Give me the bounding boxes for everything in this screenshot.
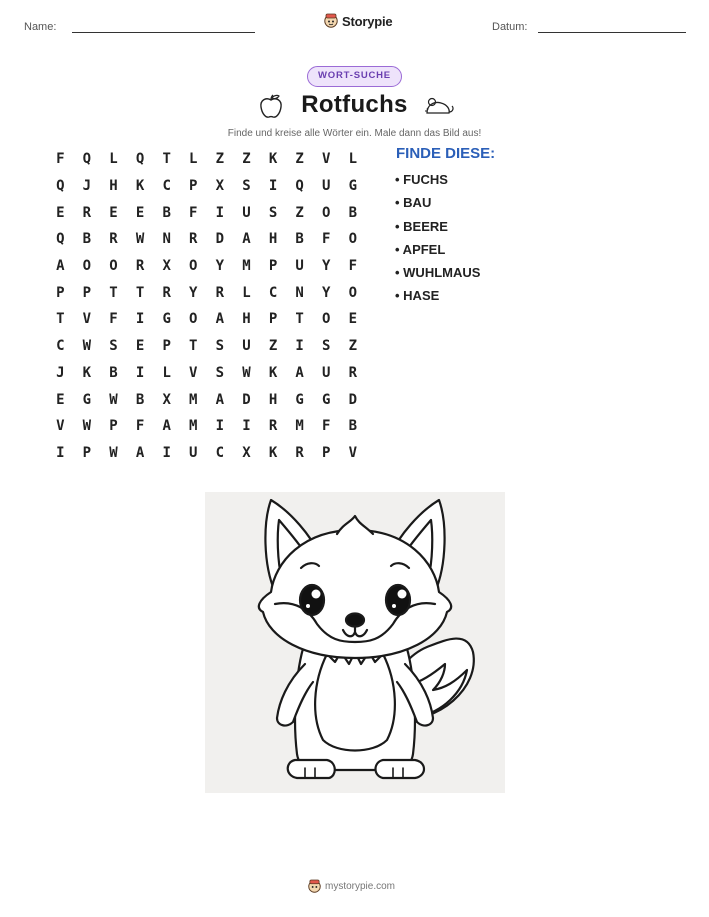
grid-cell[interactable]: S <box>268 204 278 221</box>
grid-cell[interactable]: P <box>322 444 331 461</box>
grid-cell[interactable]: P <box>162 338 171 355</box>
grid-cell[interactable]: U <box>242 204 251 221</box>
grid-cell[interactable]: R <box>348 364 358 381</box>
grid-cell[interactable]: O <box>109 258 118 275</box>
grid-cell[interactable]: P <box>82 444 92 461</box>
grid-cell[interactable]: W <box>109 391 118 408</box>
grid-cell[interactable]: E <box>348 311 358 328</box>
grid-cell[interactable]: M <box>242 258 251 275</box>
grid-cell[interactable]: U <box>295 258 304 275</box>
grid-cell[interactable]: Z <box>215 151 225 168</box>
grid-cell[interactable]: I <box>135 364 145 381</box>
grid-cell[interactable]: C <box>215 444 225 461</box>
grid-cell[interactable]: P <box>82 284 92 301</box>
grid-cell[interactable]: U <box>322 178 331 195</box>
grid-cell[interactable]: O <box>322 204 331 221</box>
grid-cell[interactable]: F <box>135 418 145 435</box>
grid-cell[interactable]: A <box>162 418 171 435</box>
grid-cell[interactable]: S <box>215 364 225 381</box>
grid-cell[interactable]: S <box>322 338 331 355</box>
grid-cell[interactable]: G <box>295 391 304 408</box>
page-title: Rotfuchs <box>301 91 408 118</box>
grid-cell[interactable]: P <box>109 418 118 435</box>
grid-cell[interactable]: F <box>109 311 118 328</box>
grid-cell[interactable]: B <box>109 364 118 381</box>
grid-cell[interactable]: R <box>135 258 145 275</box>
grid-cell[interactable]: I <box>135 311 145 328</box>
word-item: • WUHLMAUS <box>395 265 481 281</box>
grid-cell[interactable]: R <box>189 231 198 248</box>
grid-cell[interactable]: F <box>322 231 331 248</box>
word-search-grid[interactable] <box>47 146 366 466</box>
grid-cell[interactable]: Q <box>135 151 145 168</box>
grid-cell[interactable]: X <box>215 178 225 195</box>
grid-cell[interactable]: E <box>56 204 65 221</box>
storypie-mascot-icon <box>308 879 321 894</box>
grid-cell[interactable]: Y <box>215 258 225 275</box>
grid-cell[interactable]: H <box>242 311 251 328</box>
footer <box>308 879 395 894</box>
grid-cell[interactable]: U <box>242 338 251 355</box>
grid-cell[interactable]: H <box>109 178 118 195</box>
grid-cell[interactable]: A <box>215 311 225 328</box>
grid-cell[interactable]: I <box>56 444 65 461</box>
grid-cell[interactable]: S <box>215 338 225 355</box>
grid-cell[interactable]: K <box>268 151 278 168</box>
date-label: Datum: <box>492 21 528 33</box>
grid-cell[interactable]: V <box>322 151 331 168</box>
grid-cell[interactable]: L <box>109 151 118 168</box>
grid-cell[interactable]: Z <box>268 338 278 355</box>
grid-cell[interactable]: Y <box>189 284 198 301</box>
grid-cell[interactable]: Q <box>56 178 65 195</box>
grid-cell[interactable]: R <box>215 284 225 301</box>
grid-cell[interactable]: Z <box>295 204 304 221</box>
grid-cell[interactable]: B <box>295 231 304 248</box>
grid-cell[interactable]: V <box>56 418 65 435</box>
grid-cell[interactable]: G <box>162 311 171 328</box>
grid-cell[interactable]: B <box>82 231 92 248</box>
grid-cell[interactable]: N <box>162 231 171 248</box>
grid-cell[interactable]: K <box>135 178 145 195</box>
grid-cell[interactable]: M <box>295 418 304 435</box>
grid-cell[interactable]: D <box>215 231 225 248</box>
grid-cell[interactable]: U <box>189 444 198 461</box>
grid-cell[interactable]: T <box>56 311 65 328</box>
grid-cell[interactable]: H <box>268 391 278 408</box>
grid-cell[interactable]: B <box>162 204 171 221</box>
grid-cell[interactable]: L <box>189 151 198 168</box>
grid-cell[interactable]: Z <box>295 151 304 168</box>
word-item: • HASE <box>395 288 440 304</box>
grid-cell[interactable]: R <box>268 418 278 435</box>
grid-cell[interactable]: U <box>322 364 331 381</box>
grid-cell[interactable]: I <box>295 338 304 355</box>
brand-logo <box>324 13 392 29</box>
grid-cell[interactable]: C <box>162 178 171 195</box>
grid-cell[interactable]: E <box>135 204 145 221</box>
grid-cell[interactable]: M <box>189 391 198 408</box>
grid-cell[interactable]: I <box>268 178 278 195</box>
footer-url[interactable]: mystorypie.com <box>325 881 396 892</box>
grid-cell[interactable]: X <box>162 258 171 275</box>
grid-cell[interactable]: A <box>295 364 304 381</box>
grid-cell[interactable]: D <box>242 391 251 408</box>
grid-cell[interactable]: T <box>109 284 118 301</box>
grid-cell[interactable]: C <box>268 284 278 301</box>
grid-cell[interactable]: F <box>322 418 331 435</box>
grid-cell[interactable]: W <box>82 418 92 435</box>
grid-cell[interactable]: P <box>56 284 65 301</box>
grid-cell[interactable]: J <box>82 178 92 195</box>
grid-cell[interactable]: Q <box>82 151 92 168</box>
grid-cell[interactable]: G <box>82 391 92 408</box>
grid-cell[interactable]: K <box>82 364 92 381</box>
word-list-heading: FINDE DIESE: <box>396 145 496 162</box>
grid-cell[interactable]: V <box>189 364 198 381</box>
fox-drawing <box>205 492 505 793</box>
grid-cell[interactable]: P <box>268 258 278 275</box>
brand-name: Storypie <box>342 13 393 29</box>
grid-cell[interactable]: B <box>135 391 145 408</box>
grid-cell[interactable]: Y <box>322 258 331 275</box>
grid-cell[interactable]: V <box>348 444 358 461</box>
grid-cell[interactable]: O <box>322 311 331 328</box>
grid-cell[interactable]: I <box>215 418 225 435</box>
grid-cell[interactable]: J <box>56 364 65 381</box>
grid-cell[interactable]: Y <box>322 284 331 301</box>
grid-cell[interactable]: I <box>215 204 225 221</box>
storypie-mascot-icon <box>324 13 338 29</box>
word-item: • BAU <box>395 195 432 211</box>
name-label: Name: <box>24 21 57 33</box>
grid-cell[interactable]: X <box>162 391 171 408</box>
word-item: • FUCHS <box>395 172 448 187</box>
grid-cell[interactable]: W <box>135 231 145 248</box>
grid-cell[interactable]: R <box>162 284 171 301</box>
grid-cell[interactable]: T <box>135 284 145 301</box>
grid-cell[interactable]: W <box>109 444 118 461</box>
grid-cell[interactable]: Q <box>56 231 65 248</box>
name-line[interactable] <box>72 32 255 33</box>
word-item: • BEERE <box>395 218 448 234</box>
grid-cell[interactable]: E <box>56 391 65 408</box>
grid-cell[interactable]: L <box>242 284 251 301</box>
grid-cell[interactable]: O <box>189 311 198 328</box>
date-line[interactable] <box>538 32 686 33</box>
word-list <box>395 172 480 312</box>
wort-suche-badge: WORT-SUCHE <box>307 66 402 87</box>
grid-cell[interactable]: T <box>162 151 171 168</box>
grid-cell[interactable]: N <box>295 284 304 301</box>
grid-cell[interactable]: K <box>268 444 278 461</box>
grid-cell[interactable]: A <box>56 258 65 275</box>
grid-cell[interactable]: L <box>162 364 171 381</box>
grid-cell[interactable]: S <box>109 338 118 355</box>
grid-cell[interactable]: F <box>189 204 198 221</box>
grid-cell[interactable]: I <box>242 418 251 435</box>
word-item: • APFEL <box>395 241 446 257</box>
grid-cell[interactable]: P <box>268 311 278 328</box>
grid-cell[interactable]: S <box>242 178 251 195</box>
grid-cell[interactable]: R <box>82 204 92 221</box>
grid-cell[interactable]: R <box>109 231 118 248</box>
grid-cell[interactable]: T <box>295 311 304 328</box>
mouse-icon <box>423 95 455 117</box>
grid-cell[interactable]: O <box>82 258 92 275</box>
grid-cell[interactable]: F <box>348 258 358 275</box>
grid-cell[interactable]: C <box>56 338 65 355</box>
grid-cell[interactable]: B <box>348 418 358 435</box>
grid-cell[interactable]: R <box>295 444 304 461</box>
grid-cell[interactable]: Z <box>348 338 358 355</box>
grid-cell[interactable]: L <box>348 151 358 168</box>
grid-cell[interactable]: W <box>82 338 92 355</box>
grid-cell[interactable]: A <box>215 391 225 408</box>
grid-cell[interactable]: A <box>242 231 251 248</box>
grid-cell[interactable]: P <box>189 178 198 195</box>
grid-cell[interactable]: O <box>348 231 358 248</box>
grid-cell[interactable]: E <box>109 204 118 221</box>
grid-cell[interactable]: M <box>189 418 198 435</box>
grid-cell[interactable]: T <box>189 338 198 355</box>
grid-cell[interactable]: O <box>189 258 198 275</box>
grid-cell[interactable]: H <box>268 231 278 248</box>
fox-illustration <box>205 492 505 793</box>
grid-cell[interactable]: V <box>82 311 92 328</box>
grid-cell[interactable]: Z <box>242 151 251 168</box>
grid-cell[interactable]: A <box>135 444 145 461</box>
grid-cell[interactable]: F <box>56 151 65 168</box>
grid-cell[interactable]: E <box>135 338 145 355</box>
grid-cell[interactable]: O <box>348 284 358 301</box>
grid-cell[interactable]: D <box>348 391 358 408</box>
instructions-text: Finde und kreise alle Wörter ein. Male dann das Bild aus! <box>227 128 482 139</box>
grid-cell[interactable]: G <box>322 391 331 408</box>
grid-cell[interactable]: B <box>348 204 358 221</box>
grid-cell[interactable]: X <box>242 444 251 461</box>
grid-cell[interactable]: G <box>348 178 358 195</box>
grid-cell[interactable]: W <box>242 364 251 381</box>
grid-cell[interactable]: I <box>162 444 171 461</box>
grid-cell[interactable]: Q <box>295 178 304 195</box>
grid-cell[interactable]: K <box>268 364 278 381</box>
